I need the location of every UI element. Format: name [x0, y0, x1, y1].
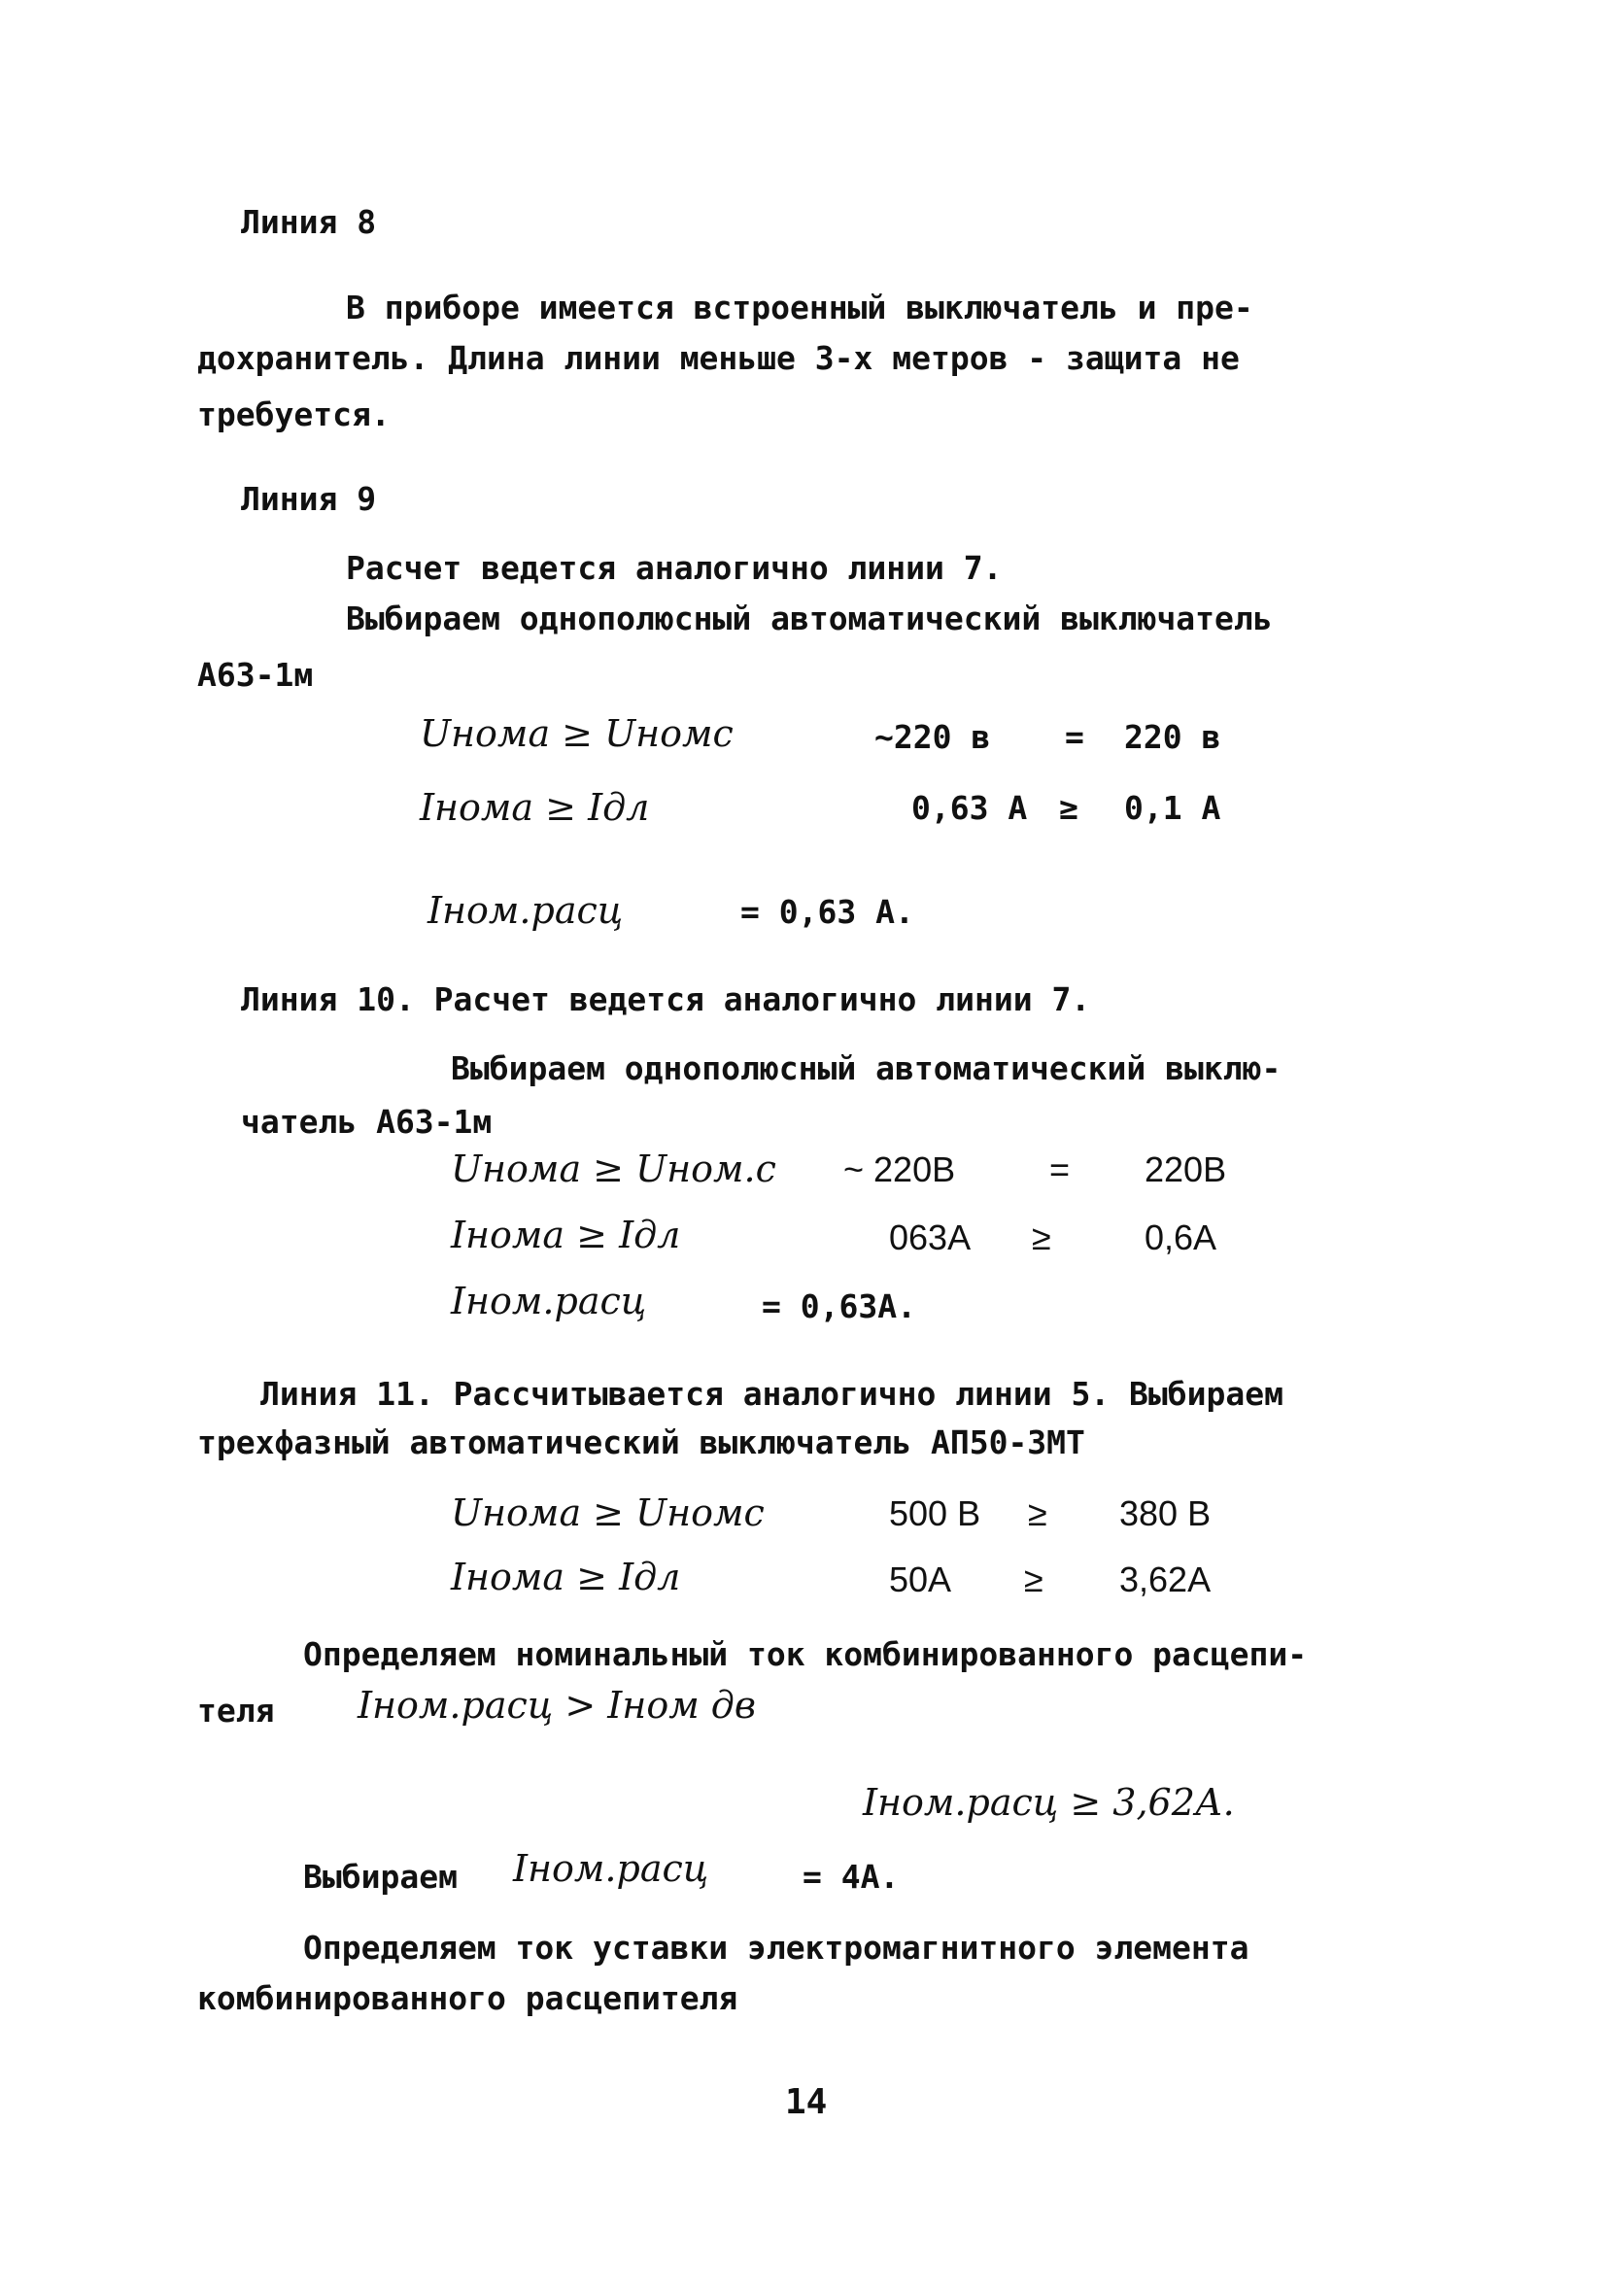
- line9-formula1-operator: =: [1065, 718, 1084, 756]
- line10-formula2-lhs: Iнома ≥ Iдл: [451, 1214, 681, 1256]
- line11-paragraph-line5: Определяем ток уставки электромагнитного элемента: [303, 1929, 1249, 1967]
- line11-formula3: Iном.расц > Iном дв: [358, 1684, 756, 1727]
- line9-formula1-lhs: Uнома ≥ Uномс: [420, 712, 734, 755]
- page-number: 14: [785, 2082, 828, 2122]
- line9-formula2-value-a: 0,63 А: [911, 789, 1028, 827]
- line10-formula3-lhs: Iном.расц: [451, 1280, 647, 1322]
- line10-paragraph-line2: чатель А63-1м: [241, 1103, 493, 1141]
- line8-paragraph-line1: В приборе имеется встроенный выключатель и пре-: [346, 289, 1253, 326]
- line11-heading: Линия 11. Рассчитывается аналогично линии 5. Выбираем: [260, 1375, 1283, 1413]
- line9-formula2-value-b: 0,1 А: [1124, 789, 1221, 827]
- line11-formula4: Iном.расц ≥ 3,62А.: [863, 1781, 1235, 1824]
- line10-formula1-lhs: Uнома ≥ Uном.с: [451, 1148, 776, 1190]
- line11-formula2-operator: ≥: [1024, 1559, 1043, 1599]
- line11-formula2-lhs: Iнома ≥ Iдл: [451, 1556, 681, 1598]
- line10-heading: Линия 10. Расчет ведется аналогично линии 7.: [241, 980, 1091, 1018]
- line10-formula2-operator: ≥: [1032, 1217, 1051, 1257]
- line10-formula3-rhs: = 0,63А.: [762, 1287, 916, 1325]
- line9-heading: Линия 9: [241, 480, 377, 518]
- line10-paragraph-line1: Выбираем однополюсный автоматический выклю-: [451, 1049, 1282, 1087]
- line9-formula3-lhs: Iном.расц: [427, 889, 624, 932]
- line9-formula1-value-a: ~220 в: [874, 718, 991, 756]
- line8-paragraph-line3: требуется.: [197, 395, 391, 433]
- line10-formula1-value-a: ~ 220В: [843, 1149, 956, 1189]
- line11-formula2-value-a: 50А: [889, 1559, 952, 1599]
- line9-formula2-operator: ≥: [1059, 789, 1078, 827]
- line10-formula2-value-a: 063А: [889, 1217, 972, 1257]
- line11-paragraph-line3: теля: [197, 1692, 275, 1730]
- line11-choose-label: Выбираем: [303, 1858, 458, 1896]
- line11-paragraph-line2: Определяем номинальный ток комбинированного расцепи-: [303, 1635, 1308, 1673]
- line11-paragraph-line1: трехфазный автоматический выключатель АП50-3МТ: [197, 1423, 1085, 1461]
- line11-paragraph-line6: комбинированного расцепителя: [197, 1979, 738, 2017]
- line11-formula2-value-b: 3,62А: [1119, 1559, 1212, 1599]
- line8-paragraph-line2: дохранитель. Длина линии меньше 3-х метров - защита не: [197, 339, 1240, 377]
- line8-heading: Линия 8: [241, 203, 377, 241]
- line11-formula1-value-a: 500 В: [889, 1493, 981, 1533]
- line11-formula5-lhs: Iном.расц: [513, 1847, 709, 1890]
- line11-formula5-rhs: = 4А.: [803, 1858, 900, 1896]
- line9-formula2-lhs: Iнома ≥ Iдл: [420, 786, 650, 829]
- line9-formula1-value-b: 220 в: [1124, 718, 1221, 756]
- line9-paragraph-line3: А63-1м: [197, 656, 314, 694]
- line10-formula1-value-b: 220В: [1145, 1149, 1227, 1189]
- line10-formula1-operator: =: [1049, 1149, 1071, 1189]
- line10-formula2-value-b: 0,6А: [1145, 1217, 1217, 1257]
- line9-formula3-rhs: = 0,63 А.: [740, 893, 914, 931]
- line9-paragraph-line2: Выбираем однополюсный автоматический выключатель: [346, 600, 1273, 637]
- line11-formula1-operator: ≥: [1028, 1493, 1047, 1533]
- line9-paragraph-line1: Расчет ведется аналогично линии 7.: [346, 549, 1003, 587]
- line11-formula1-value-b: 380 В: [1119, 1493, 1212, 1533]
- line11-formula1-lhs: Uнома ≥ Uномс: [451, 1491, 765, 1534]
